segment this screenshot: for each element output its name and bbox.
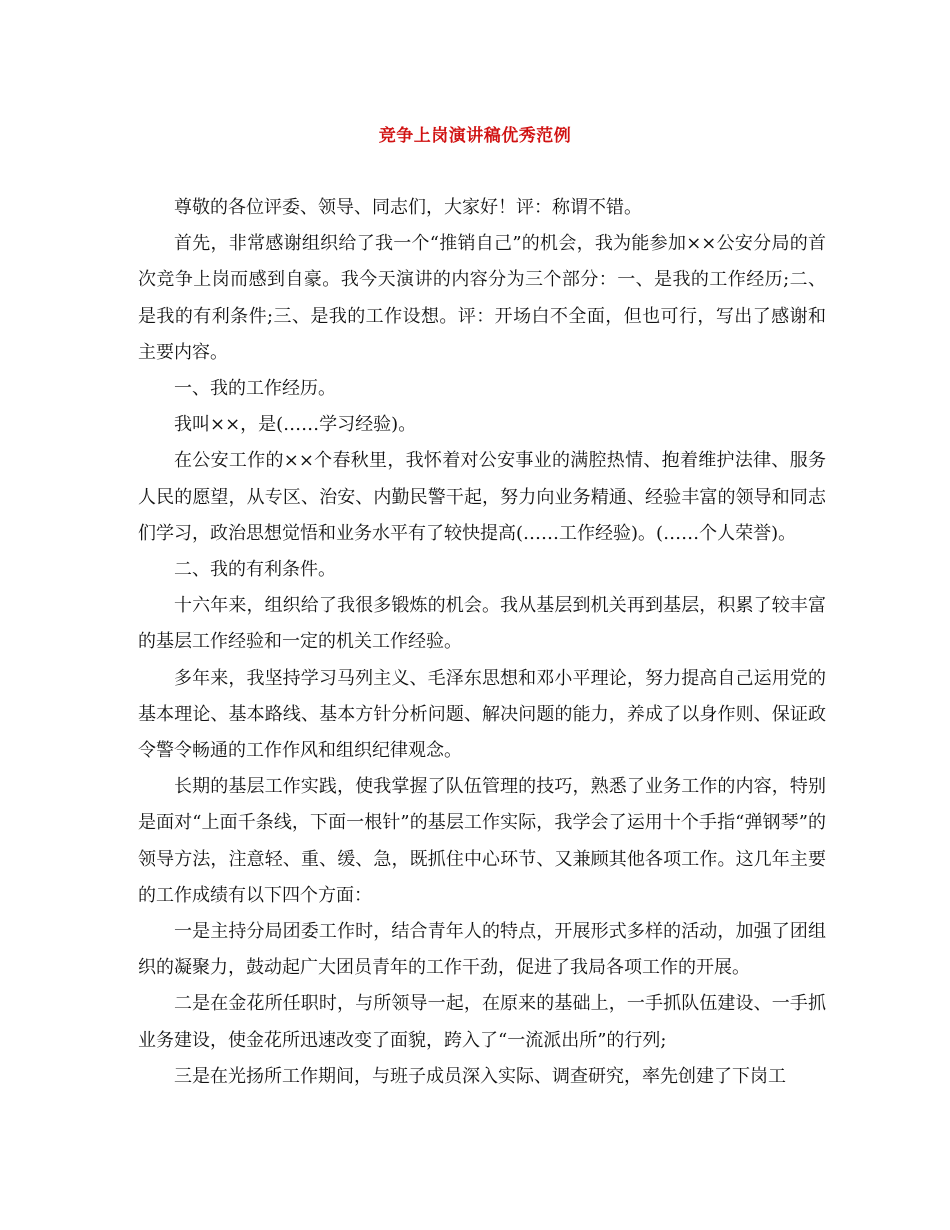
section-heading-advantages: 二、我的有利条件。: [174, 559, 336, 581]
paragraph-introduction: 我叫××，是(……学习经验)。: [174, 414, 417, 436]
paragraph-achievement-1: 一是主持分局团委工作时，结合青年人的特点，开展形式多样的活动，加强了团组织的凝聚力，鼓动起广大团员青年的工作干劲，促进了我局各项工作的开展。: [138, 921, 826, 979]
paragraph-training: 十六年来，组织给了我很多锻炼的机会。我从基层到机关再到基层，积累了较丰富的基层工作经验和一定的机关工作经验。: [138, 595, 826, 653]
paragraph-achievement-2: 二是在金花所任职时，与所领导一起，在原来的基础上，一手抓队伍建设、一手抓业务建设，使金花所迅速改变了面貌，跨入了“一流派出所”的行列;: [138, 993, 826, 1051]
paragraph-opening: 首先，非常感谢组织给了我一个“推销自己”的机会，我为能参加××公安分局的首次竞争上岗而感到自豪。我今天演讲的内容分为三个部分：一、是我的工作经历;二、是我的有利条件;三、是我的工作设想。评：开场白不全面，但也可行，写出了感谢和主要内容。: [138, 233, 826, 363]
paragraph-career: 在公安工作的××个春秋里，我怀着对公安事业的满腔热情、抱着维护法律、服务人民的愿望，从专区、治安、内勤民警干起，努力向业务精通、经验丰富的领导和同志们学习，政治思想觉悟和业务水平有了较快提高(……工作经验)。(……个人荣誉)。: [138, 450, 826, 544]
document-title: 竞争上岗演讲稿优秀范例: [378, 126, 572, 146]
section-heading-work-experience: 一、我的工作经历。: [174, 378, 336, 400]
paragraph-greeting: 尊敬的各位评委、领导、同志们，大家好！评：称谓不错。: [174, 197, 642, 218]
paragraph-grassroots-practice: 长期的基层工作实践，使我掌握了队伍管理的技巧，熟悉了业务工作的内容，特别是面对“上面千条线，下面一根针”的基层工作实际，我学会了运用十个手指“弹钢琴”的领导方法，注意轻、重、缓、急，既抓住中心环节、又兼顾其他各项工作。这几年主要的工作成绩有以下四个方面：: [138, 776, 826, 906]
paragraph-achievement-3: 三是在光扬所工作期间，与班子成员深入实际、调查研究，率先创建了下岗工: [174, 1065, 786, 1087]
paragraph-theory-study: 多年来，我坚持学习马列主义、毛泽东思想和邓小平理论，努力提高自己运用党的基本理论、基本路线、基本方针分析问题、解决问题的能力，养成了以身作则、保证政令警令畅通的工作作风和组织纪律观念。: [138, 667, 826, 762]
document-body: [138, 190, 826, 1095]
